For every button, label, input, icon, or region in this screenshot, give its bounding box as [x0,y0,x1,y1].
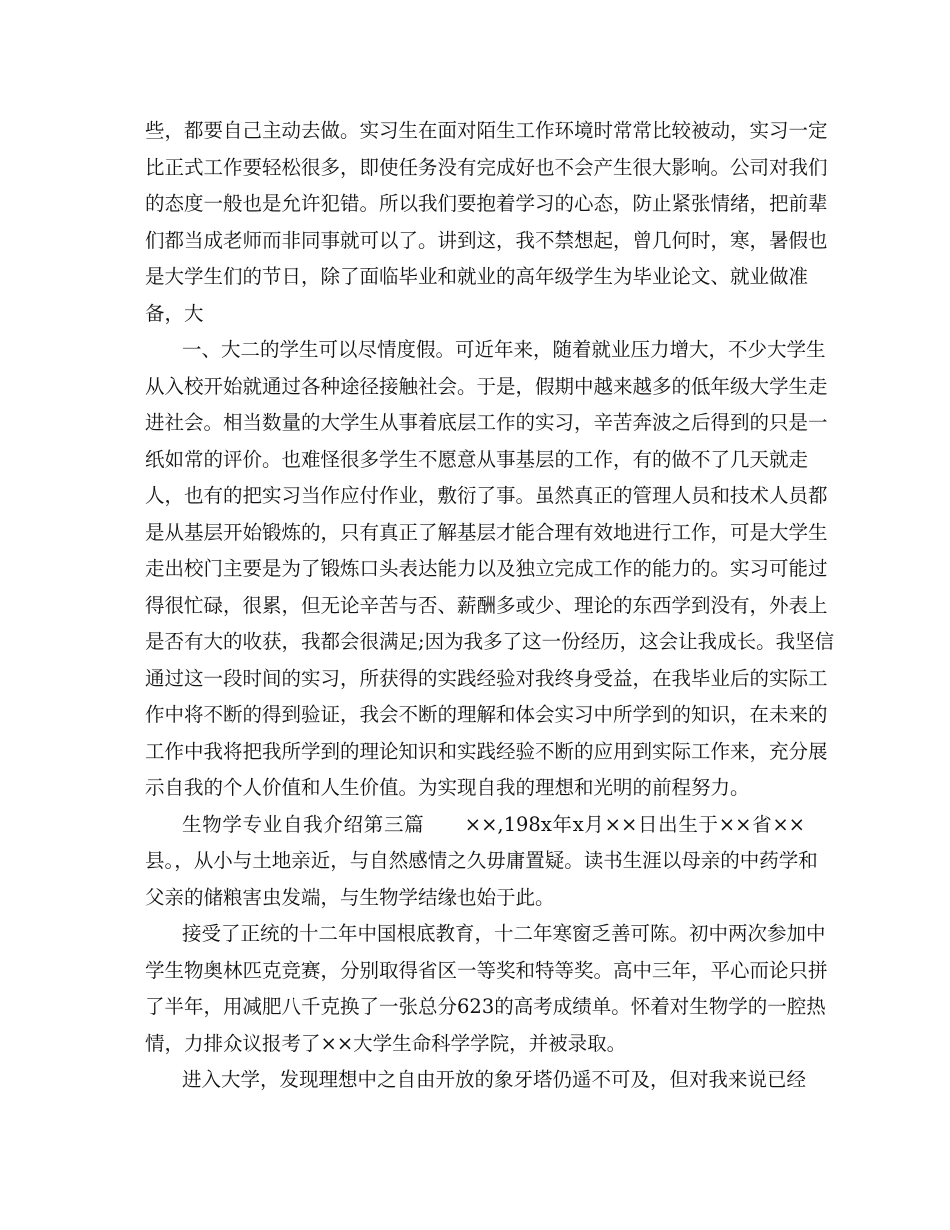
text-line: 情，力排众议报考了××大学生命科学学院，并被录取。 [145,1031,627,1055]
text-line: 些，都要自己主动去做。实习生在面对陌生工作环境时常常比较被动，实习一定 [145,119,828,142]
text-line: 生物学专业自我介绍第三篇 ××,198x年x月××日出生于××省×× [182,812,805,836]
paragraph [145,807,818,917]
paragraph [145,113,828,332]
text-line: 县。，从小与土地亲近，与自然感情之久毋庸置疑。读书生涯以母亲的中药学和 [145,849,818,872]
text-line: 的态度一般也是允许犯错。所以我们要抱着学习的心态，防止紧张情绪，把前辈 [145,192,828,215]
text-line: 从入校开始就通过各种途径接触社会。于是，假期中越来越多的低年级大学生走 [145,374,828,398]
text-line: 纸如常的评价。也难怪很多学生不愿意从事基层的工作，有的做不了几天就走 [145,447,809,471]
document-body [145,113,835,1099]
text-line: 是大学生们的节日，除了面临毕业和就业的高年级学生为毕业论文、就业做准 [145,265,809,288]
text-line: 工作中我将把我所学到的理论知识和实践经验不断的应用到实际工作来，充分展 [145,739,828,763]
text-line: 接受了正统的十二年中国根底教育，十二年寒窗乏善可陈。初中两次参加中 [182,922,826,945]
text-line: 父亲的储粮害虫发端，与生物学结缘也始于此。 [145,885,555,909]
text-line: 一、大二的学生可以尽情度假。可近年来，随着就业压力增大，不少大学生 [182,338,826,361]
text-line: 得很忙碌，很累，但无论辛苦与否、薪酬多或少、理论的东西学到没有，外表上 [145,593,828,617]
text-line: 通过这一段时间的实习，所获得的实践经验对我终身受益，在我毕业后的实际工 [145,666,828,690]
text-line: 示自我的个人价值和人生价值。为实现自我的理想和光明的前程努力。 [145,776,750,799]
text-line: 们都当成老师而非同事就可以了。讲到这，我不禁想起，曾几何时，寒，暑假也 [145,228,828,252]
text-line: 进社会。相当数量的大学生从事着底层工作的实习，辛苦奔波之后得到的只是一 [145,411,828,434]
paragraph [145,916,828,1062]
text-line: 比正式工作要轻松很多，即使任务没有完成好也不会产生很大影响。公司对我们 [145,155,828,179]
text-line: 是否有大的收获，我都会很满足;因为我多了这一份经历，这会让我成长。我坚信 [145,630,835,653]
text-line: 走出校门主要是为了锻炼口头表达能力以及独立完成工作的能力的。实习可能过 [145,557,828,580]
text-line: 是从基层开始锻炼的，只有真正了解基层才能合理有效地进行工作，可是大学生 [145,520,828,544]
paragraph [145,1062,805,1099]
text-line: 进入大学，发现理想中之自由开放的象牙塔仍遥不可及，但对我来说已经 [182,1068,807,1091]
text-line: 了半年，用减肥八千克换了一张总分623的高考成绩单。怀着对生物学的一腔热 [145,995,826,1018]
paragraph [145,332,835,807]
text-line: 人，也有的把实习当作应付作业，敷衍了事。虽然真正的管理人员和技术人员都 [145,484,828,507]
text-line: 学生物奥林匹克竞赛，分别取得省区一等奖和特等奖。高中三年，平心而论只拼 [145,958,828,982]
text-line: 作中将不断的得到验证，我会不断的理解和体会实习中所学到的知识，在未来的 [145,703,828,726]
text-line: 备，大 [145,301,204,325]
